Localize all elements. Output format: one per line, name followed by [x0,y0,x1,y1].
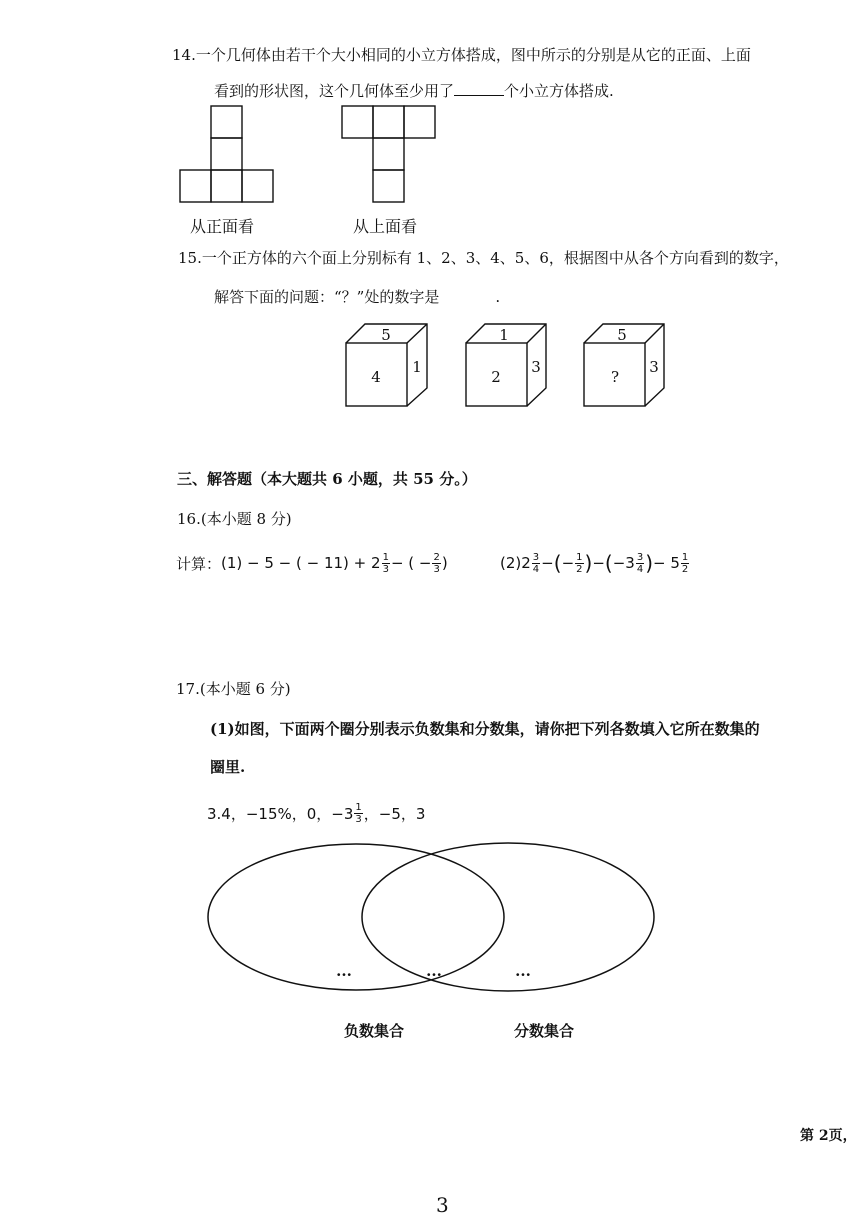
q16-p2-frac3 [636,552,644,575]
q16-label: 计算： [176,554,222,573]
q16-p1-a: (1) − 5 − ( − 11) + 2 [221,554,381,572]
paren-close: ) [584,551,593,575]
fraction-numerator: 1 [576,551,583,563]
q14-line2-text-b: 个小立方体搭成. [504,82,614,100]
q14-answer-blank [454,81,504,96]
q16-p2-frac1 [532,552,540,575]
front-view-square [211,106,242,138]
q16-p2-frac2 [575,552,583,575]
top-view-square [373,106,404,138]
cube-views-figure [0,318,867,418]
page-number: 3 [436,1193,449,1217]
q16-p2-d: −3 [612,554,635,572]
q15-line1: 15.一个正方体的六个面上分别标有 1、2、3、4、5、6，根据图中从各个方向看到的数字， [178,249,789,267]
cube-1-front-label: 4 [371,368,381,386]
top-view-caption: 从上面看 [353,217,418,236]
fraction-numerator: 1 [681,551,689,563]
q17-numbers-a: 3.4，−15%，0，−3 [207,804,354,823]
top-view-square [373,170,404,202]
q16-p2-e: − 5 [653,554,680,572]
cube-3-side-label: 3 [649,358,659,376]
fraction-denominator: 3 [382,563,389,575]
q16-p2-a: (2)2 [500,554,531,572]
paren-close: ) [645,551,654,575]
top-view-square [404,106,435,138]
q14-line2-text-a: 看到的形状图，这个几何体至少用了 [214,82,455,100]
q17-numbers-frac [354,802,362,825]
q16-p2-c: − [592,554,605,572]
fraction-set-dots: ... [515,962,531,980]
fraction-denominator: 2 [681,563,689,575]
fraction-numerator: 2 [433,551,440,563]
front-view-square [180,170,211,202]
top-view-figure [340,104,440,204]
cube-1-top-label: 5 [381,326,391,344]
fraction-numerator: 1 [382,551,389,563]
venn-diagram [0,840,867,1005]
q17-number-list [207,800,425,826]
cube-3-front-label: ? [610,368,620,386]
top-view-square [373,138,404,170]
q15-line2-text: 解答下面的问题：“？”处的数字是 [214,288,440,306]
intersection-dots: ... [426,962,442,980]
q17-line1: (1)如图，下面两个圈分别表示负数集和分数集，请你把下列各数填入它所在数集的 [210,720,760,738]
cube-3-top-label: 5 [617,326,627,344]
fraction-denominator: 2 [576,563,583,575]
cube-2-side-label: 3 [531,358,541,376]
paren-open: ( [553,551,562,575]
cube-1-side-label: 1 [412,358,422,376]
fraction-denominator: 4 [532,563,540,575]
q17-header: 17.(本小题 6 分) [176,680,291,698]
negative-set-label: 负数集合 [344,1022,405,1040]
q17-numbers-b: ，−5，3 [363,804,426,823]
q16-p2-frac4 [681,552,689,575]
q14-line2 [214,80,614,101]
fraction-set-ellipse [362,843,654,991]
paren-open: ( [604,551,613,575]
front-view-square [242,170,273,202]
fraction-numerator: 3 [636,551,644,563]
q16-p1-b: − ( − [390,554,432,572]
q15-line2-end: . [495,288,501,306]
fraction-denominator: 3 [355,813,362,825]
negative-set-dots: ... [336,962,352,980]
q17-line2: 圈里. [210,758,246,776]
page-label: 第 2页， [800,1128,857,1144]
fraction-numerator: 3 [532,551,540,563]
fraction-denominator: 4 [636,563,644,575]
negative-number-set-ellipse [208,844,504,990]
fraction-numerator: 1 [355,801,362,813]
cube-2-top-label: 1 [499,326,509,344]
q16-p2-b: − [541,554,554,572]
fraction-set-label: 分数集合 [514,1022,575,1040]
front-view-square [211,138,242,170]
q16-p1-frac2 [432,552,440,575]
top-view-square [342,106,373,138]
q15-line2 [214,286,500,307]
q14-line1: 14.一个几何体由若干个大小相同的小立方体搭成，图中所示的分别是从它的正面、上面 [172,46,751,64]
front-view-caption: 从正面看 [190,217,255,236]
cube-2-front-label: 2 [491,368,501,386]
q16-p1-frac1 [382,552,390,575]
q16-expression-1 [176,548,448,578]
q16-expression-2: (2)2 $\frac{3}{4}$ − ( − $\frac{1}{2}$ ) − ( −3 $\frac{3}{4}$ ) − 5 $\frac{1}{2}$ [500,551,689,575]
fraction-denominator: 3 [433,563,440,575]
q16-header: 16.(本小题 8 分) [177,510,292,528]
q16-p1-c: ) [441,554,448,572]
section3-title: 三、解答题（本大题共 6 小题，共 55 分。） [177,470,477,488]
front-view-square [211,170,242,202]
front-view-figure [178,104,278,204]
